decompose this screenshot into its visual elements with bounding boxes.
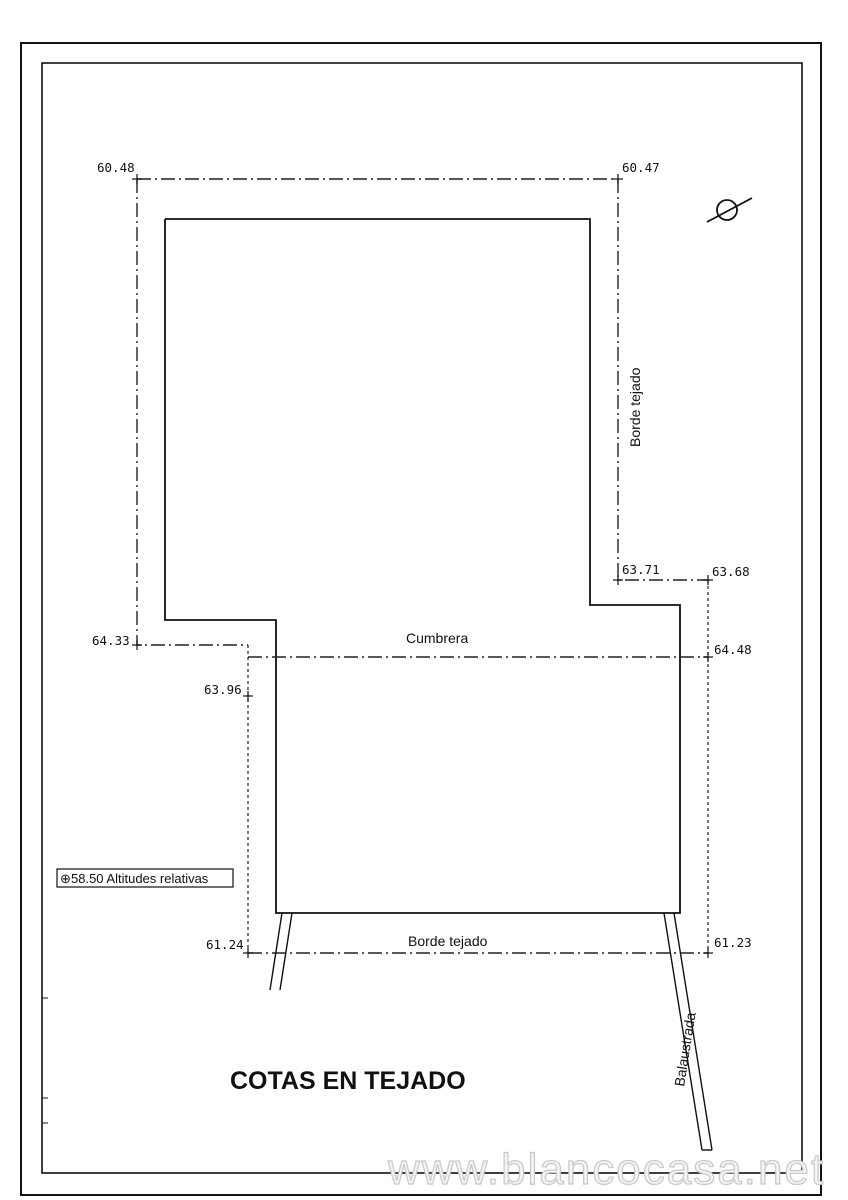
label-ridge: Cumbrera (406, 630, 469, 646)
label-roof-edge-right: Borde tejado (627, 367, 643, 447)
legend-symbol: ⊕ (60, 871, 71, 886)
watermark: www.blancocasa.net (388, 1145, 826, 1194)
elevation-top-left: 60.48 (97, 160, 135, 175)
drawing-title: COTAS EN TEJADO (230, 1067, 466, 1095)
elevation-step-right: 63.68 (712, 564, 750, 579)
elevation-bottom-left: 61.24 (206, 937, 244, 952)
inner-frame (42, 63, 802, 1173)
label-roof-edge-bottom: Borde tejado (408, 933, 488, 949)
roof-edge-left (137, 179, 248, 645)
elevation-mid-left: 64.33 (92, 633, 130, 648)
label-balustrade: Balaustrada (671, 1011, 699, 1088)
elevation-ridge-right: 64.48 (714, 642, 752, 657)
building-outline (165, 219, 680, 913)
legend-box (57, 869, 233, 887)
legend-text: 58.50 Altitudes relativas (71, 871, 209, 886)
circle-slash-north-icon (707, 198, 752, 222)
balustrade-left (270, 913, 292, 990)
outer-frame (21, 43, 821, 1195)
elevation-lower-left: 63.96 (204, 682, 242, 697)
elevation-bottom-right: 61.23 (714, 935, 752, 950)
elevation-top-right: 60.47 (622, 160, 660, 175)
elevation-step-left: 63.71 (622, 562, 660, 577)
